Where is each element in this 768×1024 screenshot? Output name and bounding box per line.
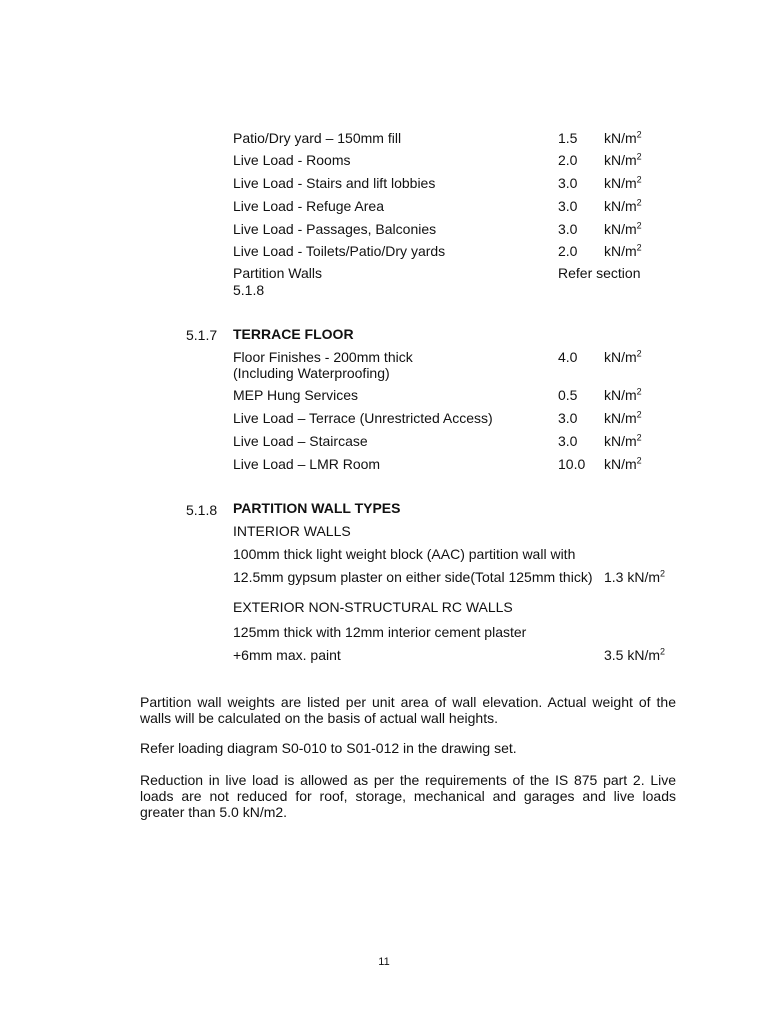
load-value: 4.0 <box>558 349 578 365</box>
load-label: Live Load – Terrace (Unrestricted Access) <box>233 410 493 426</box>
interior-wall-description: 100mm thick light weight block (AAC) partition wall with <box>233 546 576 562</box>
load-unit: $kN/m^2$ <box>604 197 642 214</box>
subheading-interior-walls: INTERIOR WALLS <box>233 523 351 539</box>
section-number: 5.1.7 <box>186 327 218 343</box>
load-label: Live Load – Staircase <box>233 433 368 449</box>
load-unit: $kN/m^2$ <box>604 455 642 472</box>
load-label-note: (Including Waterproofing) <box>233 365 390 381</box>
load-value: 2.0 <box>558 152 578 168</box>
load-unit: $kN/m^2$ <box>604 129 642 146</box>
subheading-exterior-walls: EXTERIOR NON-STRUCTURAL RC WALLS <box>233 599 513 615</box>
partition-walls-reference: Refer section <box>558 265 641 281</box>
load-unit: $kN/m^2$ <box>604 409 642 426</box>
load-value: 0.5 <box>558 387 578 403</box>
paragraph: Refer loading diagram S0-010 to S01-012 in the drawing set. <box>140 740 517 756</box>
partition-walls-label: Partition Walls <box>233 265 322 281</box>
interior-wall-load: 1.3 $kN/m^2$ <box>604 568 666 585</box>
load-label: Live Load - Passages, Balconies <box>233 221 437 237</box>
load-value: 3.0 <box>558 198 578 214</box>
load-label: Live Load - Toilets/Patio/Dry yards <box>233 243 446 259</box>
load-value: 3.0 <box>558 221 578 237</box>
exterior-wall-load: 3.5 $kN/m^2$ <box>604 646 666 663</box>
load-label: Live Load - Stairs and lift lobbies <box>233 175 436 191</box>
load-label: Patio/Dry yard – 150mm fill <box>233 130 402 146</box>
load-value: 3.0 <box>558 410 578 426</box>
load-unit: $kN/m^2$ <box>604 432 642 449</box>
load-label: Live Load - Rooms <box>233 152 351 168</box>
partition-walls-reference-continuation: 5.1.8 <box>233 282 265 298</box>
load-value: 1.5 <box>558 130 578 146</box>
load-value: 2.0 <box>558 243 578 259</box>
load-value: 10.0 <box>558 456 586 472</box>
load-unit: $kN/m^2$ <box>604 174 642 191</box>
load-value: 3.0 <box>558 433 578 449</box>
load-unit: $kN/m^2$ <box>604 220 642 237</box>
exterior-wall-description: +6mm max. paint <box>233 647 341 663</box>
page-number: 11 <box>378 956 390 968</box>
load-label: Floor Finishes - 200mm thick <box>233 349 413 365</box>
load-unit: $kN/m^2$ <box>604 386 642 403</box>
load-unit: $kN/m^2$ <box>604 348 642 365</box>
load-unit: $kN/m^2$ <box>604 151 642 168</box>
load-unit: $kN/m^2$ <box>604 242 642 259</box>
section-title: PARTITION WALL TYPES <box>233 500 401 516</box>
interior-wall-description: 12.5mm gypsum plaster on either side(Total 125mm thick) <box>233 569 593 585</box>
paragraph: Partition wall weights are listed per unit area of wall elevation. Actual weight of the walls will be calculated on the basis of actual wall heights. <box>140 694 676 726</box>
paragraph: Reduction in live load is allowed as per the requirements of the IS 875 part 2. Live loads are not reduced for roof, storage, mechanical and garages and live loads greater than 5.0 kN/m2. <box>140 772 676 820</box>
load-label: MEP Hung Services <box>233 387 359 403</box>
load-value: 3.0 <box>558 175 578 191</box>
exterior-wall-description: 125mm thick with 12mm interior cement plaster <box>233 624 527 640</box>
load-label: Live Load – LMR Room <box>233 456 381 472</box>
load-label: Live Load - Refuge Area <box>233 198 384 214</box>
section-number: 5.1.8 <box>186 502 218 518</box>
section-title: TERRACE FLOOR <box>233 326 354 342</box>
